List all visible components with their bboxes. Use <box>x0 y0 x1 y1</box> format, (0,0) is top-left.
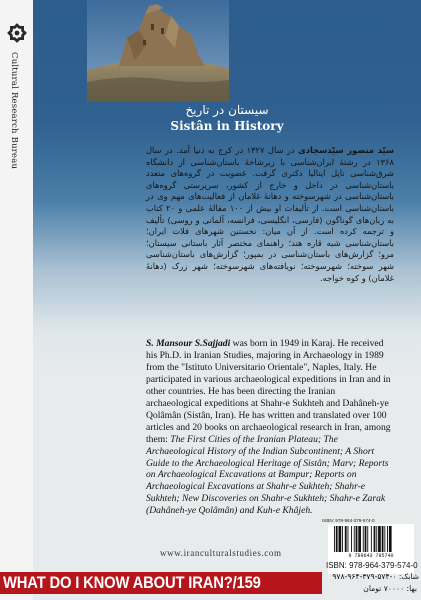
price: بها: ۷۰۰۰۰ تومان <box>363 584 417 593</box>
publisher-name: Cultural Research Bureau <box>9 52 19 170</box>
persian-title: سیستان در تاریخ <box>185 103 269 117</box>
barcode-digits: 9 789643 795740 <box>348 553 394 559</box>
english-book-list: The First Cities of the Iranian Plateau; The Archaeological History of the Indian Subcontinent; A Short Guide to the Archaeological Heritage of Sistân; Marv; Reports on Archaeological Excavations at Bampur; Reports on Archaeological Excavations at Shahr-e Sukhteh; Shahr-e Sukhteh; New Discoveries on Shahr-e Sukhteh; Shahr-e Zarak (Dahâneh-ye Qolâmân) and Kuh-e Khâjeh. <box>146 433 389 517</box>
english-biography-text: was born in 1949 in Karaj. He received his Ph.D. in Iranian Studies, majoring in Archaeology in 1989 from the "Istituto Universitario Orientale", Naples, Italy. He participated in various archaeological expeditions in Iran and in other countries. He has been directing the Iranian archaeological expeditions at Shahr-e Sukhteh and Dahâneh-ye Qolâmân (Sistân, Iran). He has written and translated over 100 articles and 20 books on archaeological research in Iran, among them: <box>146 338 391 445</box>
persian-biography <box>146 145 394 284</box>
publisher-logo <box>6 22 28 44</box>
series-title: WHAT DO I KNOW ABOUT IRAN?/159 <box>3 573 261 592</box>
spine <box>0 0 34 600</box>
english-author-name: S. Mansour S.Sajjadi <box>146 338 231 349</box>
persian-biography-text: در سال ۱۳۲۷ در کرج به دنیا آمد. در سال ۱۳۶۸ در رشتهٔ ایران‌شناسی با زیرشاخهٔ باستان‌شناسی از دانشگاه شرق‌شناسی ناپل ایتالیا دکتری گرفت. عضویت در گروه‌های متعدد باستان‌شناسی در داخل و خارج از کشور، سرپرستی گروه‌های باستان‌شناسی در شهرسوخته و دهانهٔ غلامان از فعالیت‌های مهم وی در باستان‌شناسی است. از تألیفات او بیش از ۱۰۰ مقالهٔ علمی و ۲۰ کتاب به زبان‌های گوناگون (فارسی، انگلیسی، فرانسه، آلمانی و روسی) تألیف و ترجمه کرده است. از آن میان: نخستین شهرهای فلات ایران؛ باستان‌شناسی شبه قاره هند؛ راهنمای مختصر آثار باستانی سیستان؛ مرو؛ گزارش‌های باستان‌شناسی در بمپور؛ گزارش‌های باستان‌شناسی شهر سوخته؛ شهرسوخته؛ نویافته‌های شهرسوخته؛ شهر زرک (دهانهٔ غلامان) و کوه خواجه. <box>146 145 394 283</box>
isbn-label-small: ISBN: 978-964-379-574-0 <box>322 518 375 523</box>
english-title: Sistân in History <box>170 119 284 133</box>
isbn-english: ISBN: 978-964-379-574-0 <box>326 561 418 570</box>
english-biography <box>146 338 392 517</box>
persian-author-name: سیّد منصور سیّدسجادی <box>298 145 394 155</box>
fortress-photo <box>87 0 229 102</box>
isbn-persian: شابک: ۰-۵۷۴-۳۷۹-۹۶۴-۹۷۸ <box>332 572 419 581</box>
website-url: www.iranculturalstudies.com <box>160 548 282 558</box>
